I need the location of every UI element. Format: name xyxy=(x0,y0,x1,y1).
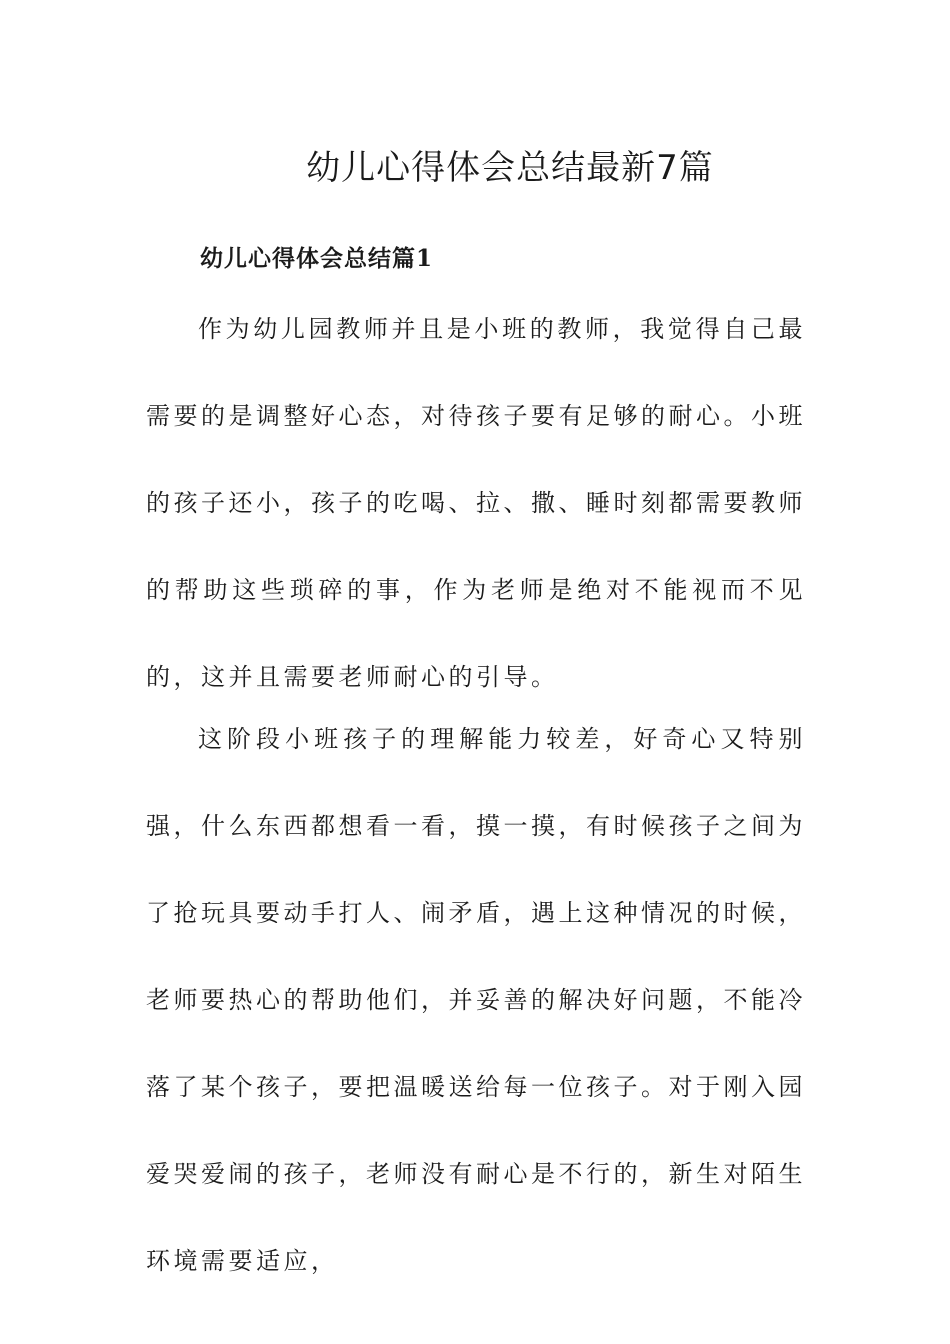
body-paragraph-2: 这阶段小班孩子的理解能力较差，好奇心又特别强，什么东西都想看一看，摸一摸，有时候孩子之间为了抢玩具要动手打人、闹矛盾，遇上这种情况的时候，老师要热心的帮助他们，并妥善的解决好问题，不能冷落了某个孩子，要把温暖送给每一位孩子。对于刚入园爱哭爱闹的孩子，老师没有耐心是不行的，新生对陌生环境需要适应， xyxy=(146,725,806,1275)
body-paragraph-1: 作为幼儿园教师并且是小班的教师，我觉得自己最需要的是调整好心态，对待孩子要有足够的耐心。小班的孩子还小，孩子的吃喝、拉、撒、睡时刻都需要教师的帮助这些琐碎的事，作为老师是绝对不能视而不见的，这并且需要老师耐心的引导。 xyxy=(146,315,806,691)
section-heading: 幼儿心得体会总结篇1 xyxy=(200,245,434,272)
document-title: 幼儿心得体会总结最新7篇 xyxy=(306,148,714,188)
